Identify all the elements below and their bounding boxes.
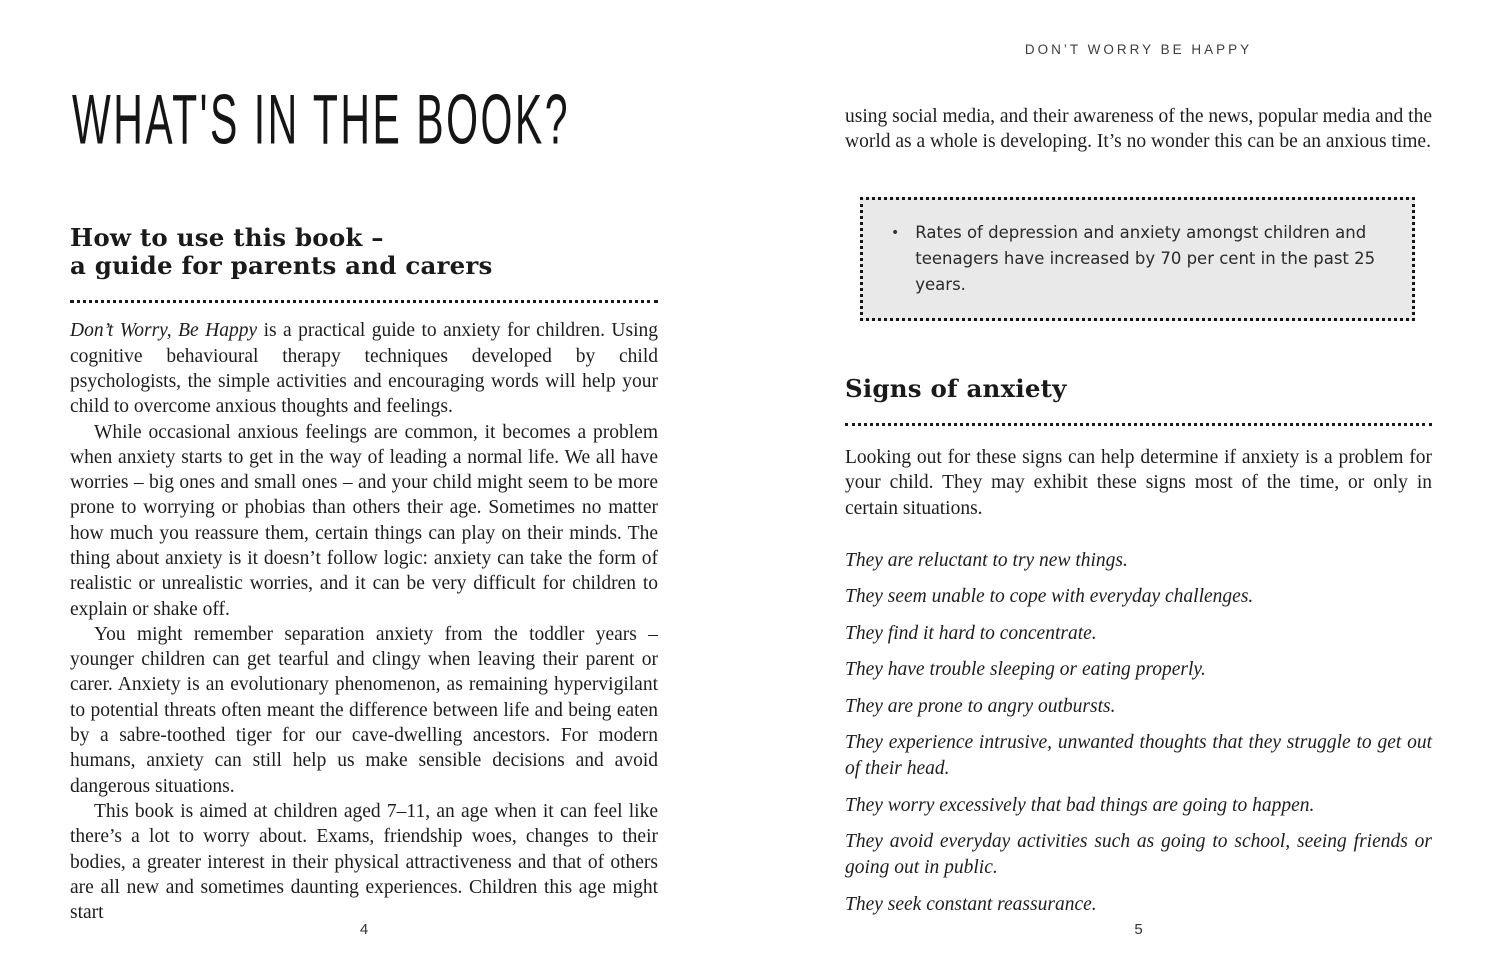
paragraph: While occasional anxious feelings are common, it becomes a problem when anxiety starts to get in the way of leading a normal life. We all have worries – big ones and small ones – and your child might seem to be more prone to worrying or phobias than others their age. Sometimes no matter how much you reassure them, certain things can play on their minds. The thing about anxiety is it doesn’t follow logic: anxiety can take the form of realistic or unrealistic worries, and it can be very difficult for children to explain or shake off. — [70, 421, 658, 620]
sign-item: They are prone to angry outbursts. — [845, 695, 1116, 717]
paragraph: You might remember separation anxiety from the toddler years – younger children can get tearful and clingy when leaving their parent or carer. Anxiety is an evolutionary phenomenon, as remaining hypervigilant to potential threats often meant the difference between life and being eaten by a sabre-toothed tiger for our cave-dwelling ancestors. For modern humans, anxiety can still help us make sensible decisions and avoid dangerous situations. — [70, 623, 658, 797]
section-heading-line2: a guide for parents and carers — [70, 251, 493, 280]
callout-box — [860, 197, 1415, 321]
page-left — [70, 0, 658, 973]
book-title-italic: Don’t Worry, Be Happy — [70, 320, 258, 342]
sign-item: They find it hard to concentrate. — [845, 622, 1097, 644]
sign-item: They have trouble sleeping or eating properly. — [845, 659, 1206, 681]
body-text-left — [70, 318, 658, 925]
bullet-icon: • — [891, 224, 900, 241]
paragraph-continuation: using social media, and their awareness of the news, popular media and the world as a whole is developing. It’s no wonder this can be an anxious time. — [845, 106, 1432, 153]
running-head: DON’T WORRY BE HAPPY — [1024, 42, 1253, 57]
signs-list — [845, 548, 1432, 918]
section-intro: Looking out for these signs can help determine if anxiety is a problem for your child. They may exhibit these signs most of the time, or only in certain situations. — [845, 446, 1432, 519]
sign-item: They worry excessively that bad things are going to happen. — [845, 794, 1315, 816]
chapter-title: WHAT'S IN THE BOOK? — [72, 80, 571, 160]
section-heading-signs: Signs of anxiety — [845, 373, 1067, 403]
sign-item: They experience intrusive, unwanted thoughts that they struggle to get out of their head. — [845, 732, 1432, 780]
page-number-left: 4 — [359, 921, 369, 938]
callout-text: Rates of depression and anxiety amongst children and teenagers have increased by 70 per cent in the past 25 years. — [915, 222, 1376, 294]
sign-item: They avoid everyday activities such as going to school, seeing friends or going out in public. — [845, 831, 1432, 879]
dotted-rule — [845, 423, 1432, 426]
section-heading-line1: How to use this book – — [70, 223, 384, 252]
sign-item: They seem unable to cope with everyday challenges. — [845, 586, 1254, 608]
dotted-rule — [70, 300, 658, 303]
sign-item: They seek constant reassurance. — [845, 893, 1097, 915]
sign-item: They are reluctant to try new things. — [845, 549, 1128, 571]
page-right — [845, 0, 1432, 973]
paragraph-text: is a practical guide to anxiety for children. Using cognitive behavioural therapy techniques developed by child psychologists, the simple activities and encouraging words will help your child to overcome anxious thoughts and feelings. — [70, 320, 658, 418]
paragraph — [70, 318, 658, 419]
page-number-right: 5 — [1134, 921, 1143, 938]
paragraph: This book is aimed at children aged 7–11, an age when it can feel like there’s a lot to worry about. Exams, friendship woes, changes to their bodies, a greater interest in their physical attractiveness and that of others are all new and sometimes daunting experiences. Children this age might start — [70, 800, 658, 924]
